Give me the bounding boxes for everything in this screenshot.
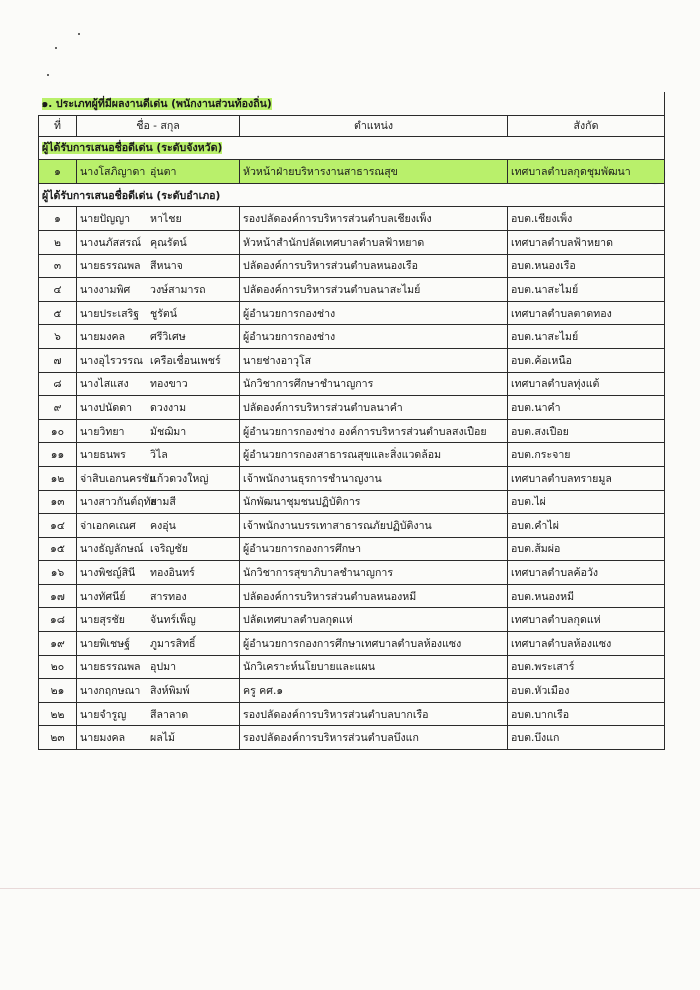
first-name: นายธนพร	[80, 449, 126, 462]
row-name	[77, 443, 240, 467]
row-affiliation: อบต.นาสะไมย์	[508, 278, 665, 302]
row-position: ปลัดองค์การบริหารส่วนตำบลนาคำ	[240, 396, 508, 420]
last-name: จันทร์เพ็ญ	[150, 614, 196, 627]
row-affiliation: เทศบาลตำบลกุดแห่	[508, 608, 665, 632]
row-affiliation: อบต.เชียงเพ็ง	[508, 207, 665, 231]
row-affiliation: เทศบาลตำบลกุดชุมพัฒนา	[508, 160, 665, 184]
row-position: ผู้อำนวยการกองสาธารณสุขและสิ่งแวดล้อม	[240, 443, 508, 467]
row-name	[77, 278, 240, 302]
scan-speck	[47, 74, 49, 76]
row-position: ครู คศ.๑	[240, 679, 508, 703]
last-name: ชูรัตน์	[150, 307, 178, 320]
table-row	[39, 702, 665, 726]
row-position: ปลัดองค์การบริหารส่วนตำบลหนองเรือ	[240, 254, 508, 278]
row-position: ผู้อำนวยการกองการศึกษา	[240, 537, 508, 561]
row-position: เจ้าพนักงานธุรการชำนาญงาน	[240, 466, 508, 490]
row-number: ๑๖	[39, 561, 77, 585]
row-name	[77, 514, 240, 538]
row-number: ๒๑	[39, 679, 77, 703]
last-name: ผลไม้	[150, 732, 176, 745]
table-row	[39, 372, 665, 396]
row-affiliation: อบต.หนองเรือ	[508, 254, 665, 278]
last-name: แก้วดวงใหญ่	[150, 472, 209, 485]
first-name: นายประเสริฐ	[80, 307, 140, 320]
table-row	[39, 443, 665, 467]
row-affiliation: อบต.หัวเมือง	[508, 679, 665, 703]
row-name	[77, 726, 240, 750]
last-name: ทองอินทร์	[150, 567, 195, 580]
group-title-district: ผู้ได้รับการเสนอชื่อดีเด่น (ระดับอำเภอ)	[42, 189, 221, 202]
row-number: ๑	[39, 160, 77, 184]
section-title: ๑. ประเภทผู้ที่มีผลงานดีเด่น (พนักงานส่วนท้องถิ่น)	[41, 97, 272, 110]
row-number: ๑๒	[39, 466, 77, 490]
row-affiliation: อบต.หนองหมี	[508, 584, 665, 608]
row-name	[77, 160, 240, 184]
table-row	[39, 254, 665, 278]
row-position: นักวิชาการศึกษาชำนาญการ	[240, 372, 508, 396]
first-name: นายมงคล	[80, 331, 126, 344]
row-number: ๑๙	[39, 632, 77, 656]
row-affiliation: อบต.สงเปือย	[508, 419, 665, 443]
last-name: เจริญชัย	[150, 543, 188, 556]
table-row	[39, 301, 665, 325]
district-rows	[39, 207, 665, 750]
table-row	[39, 348, 665, 372]
table-row	[39, 490, 665, 514]
first-name: นางสาวกันต์ฤทัย	[80, 496, 157, 509]
row-name	[77, 301, 240, 325]
row-affiliation: อบต.นาสะไมย์	[508, 325, 665, 349]
first-name: นายวิทยา	[80, 425, 125, 438]
table-row	[39, 632, 665, 656]
last-name: วิไล	[150, 449, 168, 462]
row-number: ๑๕	[39, 537, 77, 561]
row-position: หัวหน้าสำนักปลัดเทศบาลตำบลฟ้าหยาด	[240, 230, 508, 254]
row-name	[77, 466, 240, 490]
table-row	[39, 160, 665, 184]
row-affiliation: เทศบาลตำบลฟ้าหยาด	[508, 230, 665, 254]
row-number: ๕	[39, 301, 77, 325]
row-name	[77, 348, 240, 372]
first-name: นางไสแสง	[80, 378, 129, 391]
row-position: นักวิชาการสุขาภิบาลชำนาญการ	[240, 561, 508, 585]
row-number: ๔	[39, 278, 77, 302]
header-row	[39, 115, 665, 136]
last-name: อุ่นตา	[150, 165, 177, 178]
row-name	[77, 372, 240, 396]
row-name	[77, 207, 240, 231]
first-name: นายธรรณพล	[80, 661, 141, 674]
first-name: นางกฤกษณา	[80, 685, 141, 698]
header-no: ที่	[39, 115, 77, 136]
first-name: นางงามพิศ	[80, 283, 131, 296]
row-number: ๑๗	[39, 584, 77, 608]
last-name: วงษ์สามารถ	[150, 283, 206, 296]
row-position: รองปลัดองค์การบริหารส่วนตำบลบากเรือ	[240, 702, 508, 726]
row-name	[77, 419, 240, 443]
row-affiliation: เทศบาลตำบลทุ่งแต้	[508, 372, 665, 396]
bottom-divider	[0, 888, 700, 889]
row-position: เจ้าพนักงานบรรเทาสาธารณภัยปฏิบัติงาน	[240, 514, 508, 538]
first-name: นางทัศนีย์	[80, 590, 126, 603]
first-name: นายมงคล	[80, 732, 126, 745]
row-number: ๑	[39, 207, 77, 231]
last-name: สีลาลาด	[150, 708, 189, 721]
first-name: นางนภัสสรณ์	[80, 236, 142, 249]
table-row	[39, 537, 665, 561]
row-position: หัวหน้าฝ่ายบริหารงานสาธารณสุข	[240, 160, 508, 184]
table-row	[39, 514, 665, 538]
table-row	[39, 584, 665, 608]
row-position: ผู้อำนวยการกองช่าง องค์การบริหารส่วนตำบลสงเปือย	[240, 419, 508, 443]
row-position: รองปลัดองค์การบริหารส่วนตำบลบึงแก	[240, 726, 508, 750]
first-name: นายจำรูญ	[80, 708, 127, 721]
row-number: ๓	[39, 254, 77, 278]
last-name: สารทอง	[150, 590, 187, 603]
row-affiliation: อบต.ส้มผ่อ	[508, 537, 665, 561]
row-position: รองปลัดองค์การบริหารส่วนตำบลเชียงเพ็ง	[240, 207, 508, 231]
table-row	[39, 230, 665, 254]
last-name: สิงห์พิมพ์	[150, 685, 190, 698]
group-title-province: ผู้ได้รับการเสนอชื่อดีเด่น (ระดับจังหวัด)	[42, 142, 223, 155]
first-name: นายธรรณพล	[80, 260, 141, 273]
row-affiliation: เทศบาลตำบลตาดทอง	[508, 301, 665, 325]
first-name: นายปัญญา	[80, 213, 131, 226]
group-row-district	[39, 183, 665, 207]
row-affiliation: อบต.บึงแก	[508, 726, 665, 750]
row-number: ๒๒	[39, 702, 77, 726]
table-row	[39, 396, 665, 420]
first-name: จ่าเอกคเณศ	[80, 519, 136, 532]
last-name: อุปมา	[150, 661, 177, 674]
row-affiliation: อบต.กระจาย	[508, 443, 665, 467]
header-affiliation: สังกัด	[508, 115, 665, 136]
last-name: ศรีวิเศษ	[150, 331, 186, 344]
row-number: ๙	[39, 396, 77, 420]
row-number: ๑๐	[39, 419, 77, 443]
table-row	[39, 561, 665, 585]
row-number: ๑๘	[39, 608, 77, 632]
row-affiliation: เทศบาลตำบลค้อวัง	[508, 561, 665, 585]
last-name: หาไชย	[150, 213, 182, 226]
header-position: ตำแหน่ง	[240, 115, 508, 136]
row-position: ผู้อำนวยการกองช่าง	[240, 301, 508, 325]
row-affiliation: อบต.พระเสาร์	[508, 655, 665, 679]
row-affiliation: เทศบาลตำบลทรายมูล	[508, 466, 665, 490]
table-row	[39, 278, 665, 302]
last-name: คงอุ่น	[150, 519, 176, 532]
row-name	[77, 561, 240, 585]
last-name: ดวงงาม	[150, 401, 187, 414]
row-position: ผู้อำนวยการกองการศึกษาเทศบาลตำบลห้องแซง	[240, 632, 508, 656]
row-affiliation: อบต.นาคำ	[508, 396, 665, 420]
table-row	[39, 608, 665, 632]
scan-speck	[78, 33, 80, 35]
group-row-province	[39, 136, 665, 160]
first-name: นางอุไรวรรณ	[80, 354, 143, 367]
last-name: สีหนาจ	[150, 260, 183, 273]
row-name	[77, 702, 240, 726]
row-affiliation: เทศบาลตำบลห้องแซง	[508, 632, 665, 656]
row-name	[77, 490, 240, 514]
table-row	[39, 655, 665, 679]
row-position: ผู้อำนวยการกองช่าง	[240, 325, 508, 349]
table-row	[39, 466, 665, 490]
header-name: ชื่อ - สกุล	[77, 115, 240, 136]
row-name	[77, 325, 240, 349]
first-name: นางพิชญ์สินี	[80, 567, 136, 580]
last-name: ทองขาว	[150, 378, 188, 391]
row-name	[77, 230, 240, 254]
row-position: นักวิเคราะห์นโยบายและแผน	[240, 655, 508, 679]
row-number: ๑๓	[39, 490, 77, 514]
section-title-row	[39, 92, 665, 115]
row-name	[77, 254, 240, 278]
row-name	[77, 655, 240, 679]
row-position: ปลัดเทศบาลตำบลกุดแห่	[240, 608, 508, 632]
row-number: ๑๑	[39, 443, 77, 467]
row-position: นักพัฒนาชุมชนปฏิบัติการ	[240, 490, 508, 514]
row-name	[77, 632, 240, 656]
row-name	[77, 537, 240, 561]
row-name	[77, 584, 240, 608]
scan-speck	[55, 47, 57, 49]
last-name: มัชฌิมา	[150, 425, 187, 438]
row-number: ๖	[39, 325, 77, 349]
first-name: นางปนัดดา	[80, 401, 133, 414]
first-name: จ่าสิบเอกนครชัย	[80, 472, 156, 485]
province-rows	[39, 160, 665, 184]
first-name: นางโสภิญาดา	[80, 165, 146, 178]
row-number: ๒๐	[39, 655, 77, 679]
row-name	[77, 679, 240, 703]
row-position: ปลัดองค์การบริหารส่วนตำบลหนองหมี	[240, 584, 508, 608]
row-position: ปลัดองค์การบริหารส่วนตำบลนาสะไมย์	[240, 278, 508, 302]
row-affiliation: อบต.บากเรือ	[508, 702, 665, 726]
first-name: นายพิเชษฐ์	[80, 637, 131, 650]
awards-table	[38, 92, 665, 750]
first-name: นางธัญลักษณ์	[80, 543, 144, 556]
last-name: เครือเชื่อนเพชร์	[150, 354, 221, 367]
table-row	[39, 726, 665, 750]
last-name: คุณรัตน์	[150, 236, 187, 249]
row-affiliation: อบต.คำไผ่	[508, 514, 665, 538]
row-number: ๗	[39, 348, 77, 372]
row-affiliation: อบต.ค้อเหนือ	[508, 348, 665, 372]
first-name: นายสุรชัย	[80, 614, 125, 627]
row-position: นายช่างอาวุโส	[240, 348, 508, 372]
last-name: ภูมารสิทธิ์	[150, 637, 196, 650]
last-name: สามสี	[150, 496, 176, 509]
table-row	[39, 325, 665, 349]
row-number: ๘	[39, 372, 77, 396]
table-row	[39, 679, 665, 703]
row-name	[77, 608, 240, 632]
row-number: ๒๓	[39, 726, 77, 750]
row-number: ๒	[39, 230, 77, 254]
table-row	[39, 207, 665, 231]
row-number: ๑๔	[39, 514, 77, 538]
table-row	[39, 419, 665, 443]
row-name	[77, 396, 240, 420]
row-affiliation: อบต.ไผ่	[508, 490, 665, 514]
